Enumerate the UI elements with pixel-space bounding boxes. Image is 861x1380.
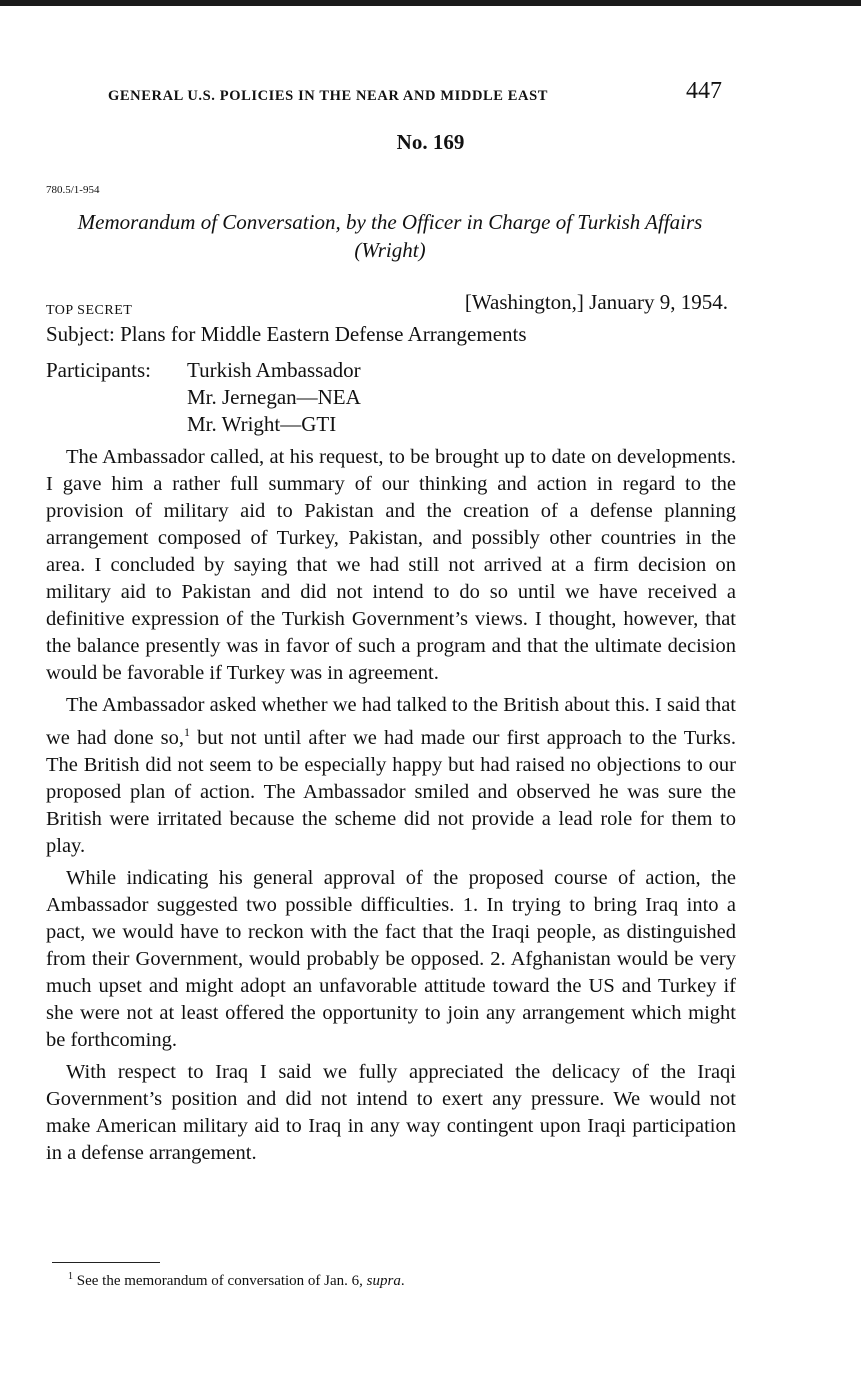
footnote-text-end: . bbox=[400, 1273, 405, 1289]
body-paragraph: The Ambassador called, at his request, to be brought up to date on developments. I gave him a rather full summary of our thinking and action in regard to the provision of military aid to Pakistan and the creation of a defense planning arrangement composed of Turkey, Pakistan, and possibly other countries in the area. I concluded by saying that we had still not arrived at a firm decision on military aid to Pakistan and did not intend to do so until we have received a definitive expression of the Turkish Government’s views. I thought, however, that the balance presently was in favor of such a program and that the ultimate decision would be favorable if Turkey was in agreement. bbox=[46, 446, 736, 684]
body-paragraph bbox=[46, 692, 736, 860]
footnote-divider bbox=[52, 1262, 160, 1263]
footnote bbox=[68, 1271, 405, 1290]
date-line: [Washington,] January 9, 1954. bbox=[464, 290, 728, 314]
subject-line: Subject: Plans for Middle Eastern Defense Arrangements bbox=[46, 322, 527, 346]
participant-item: Mr. Wright—GTI bbox=[187, 412, 337, 436]
page-number: 447 bbox=[686, 78, 722, 104]
document-number: No. 169 bbox=[396, 130, 465, 154]
footnote-mark: 1 bbox=[68, 1271, 73, 1282]
participant-item: Mr. Jernegan—NEA bbox=[187, 385, 361, 409]
body-paragraph: While indicating his general approval of the proposed course of action, the Ambassador suggested two possible difficulties. 1. In trying to bring Iraq into a pact, we would have to reckon with the fact that the Iraqi people, as distinguished from their Government, would probably be opposed. 2. Afghanistan would be very much upset and might adopt an unfavorable attitude toward the US and Turkey if she were not at least offered the opportunity to join any arrangement which might be forthcoming. bbox=[46, 866, 736, 1051]
paragraph-text: The Ambassador asked whether we had talked to the British about this. I said that we had done so, bbox=[46, 694, 736, 749]
classification-marking: TOP SECRET bbox=[46, 303, 133, 318]
participant-item: Turkish Ambassador bbox=[187, 358, 361, 382]
body-paragraph: With respect to Iraq I said we fully appreciated the delicacy of the Iraqi Government’s position and did not intend to exert any pressure. We would not make American military aid to Iraq in any way contingent upon Iraqi participation in a defense arrangement. bbox=[46, 1060, 736, 1164]
paragraph-text: but not until after we had made our first approach to the Turks. The British did not seem to be especially happy but had raised no objections to our proposed plan of action. The Ambassador smiled and observed he was sure the British were irritated because the scheme did not provide a lead role for them to play. bbox=[46, 726, 736, 857]
memo-body bbox=[46, 444, 736, 1172]
file-reference: 780.5/1-954 bbox=[46, 184, 100, 196]
participants-label: Participants: bbox=[46, 358, 151, 382]
footnote-reference: 1 bbox=[184, 725, 190, 739]
document-title: Memorandum of Conversation, by the Officer in Charge of Turkish Affairs (Wright) bbox=[77, 210, 703, 262]
footnote-italic-text: supra bbox=[366, 1273, 401, 1289]
footnote-text: See the memorandum of conversation of Jan. 6, bbox=[76, 1273, 363, 1289]
running-head: GENERAL U.S. POLICIES IN THE NEAR AND MIDDLE EAST bbox=[108, 88, 549, 104]
